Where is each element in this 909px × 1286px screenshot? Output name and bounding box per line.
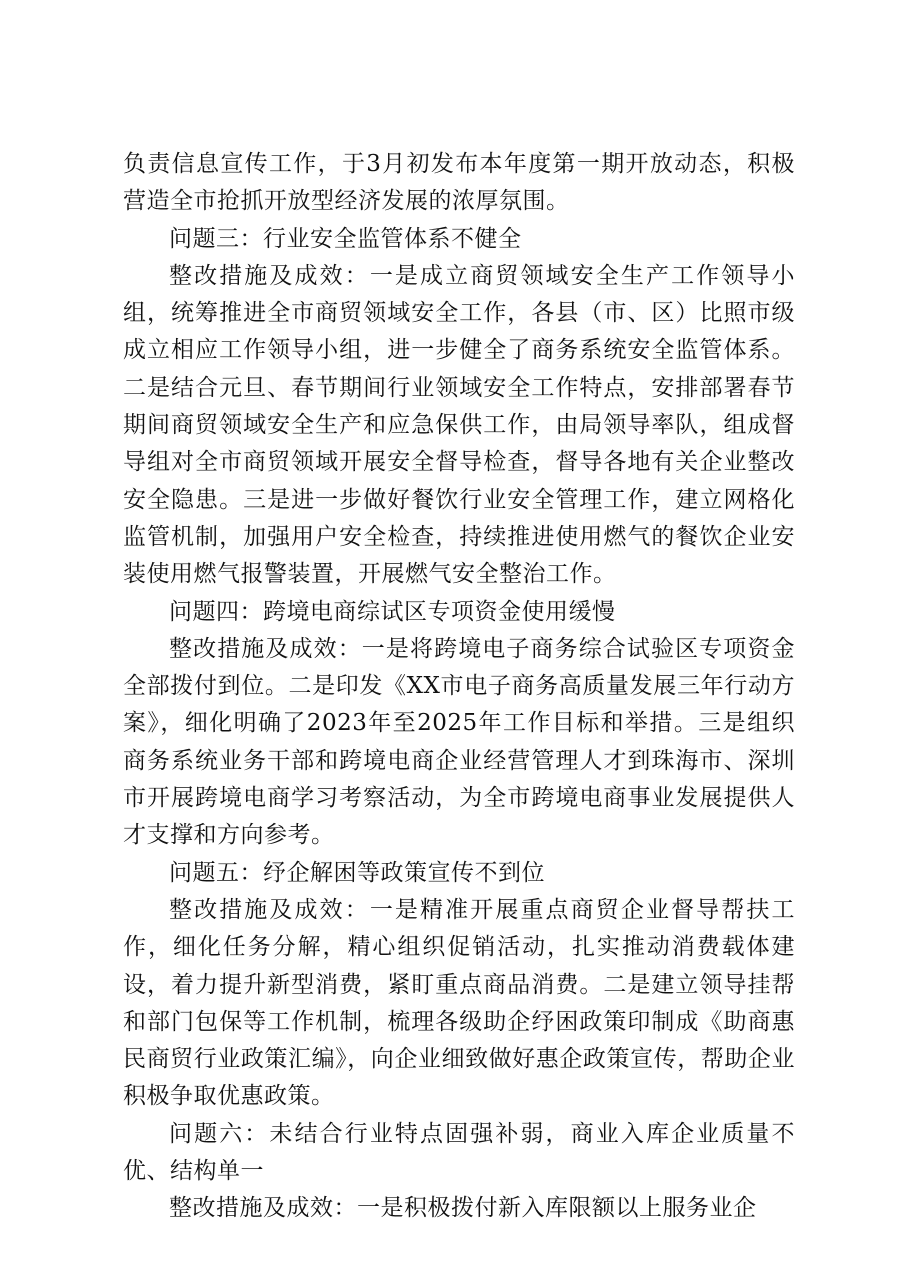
issue-heading-3: 问题三：行业安全监管体系不健全	[169, 225, 522, 252]
measures-paragraph-5: 整改措施及成效：一是精准开展重点商贸企业督导帮扶工作，细化任务分解，精心组织促销活动，扎实推动消费载体建设，着力提升新型消费，紧盯重点商品消费。二是建立领导挂帮和部门包保等工作机制，梳理各级助企纾困政策印制成《助商惠民商贸行业政策汇编》，向企业细致做好惠企政策宣传，帮助企业积极争取优惠政策。	[123, 896, 795, 1110]
measures-paragraph-6: 整改措施及成效：一是积极拨付新入库限额以上服务业企	[169, 1195, 757, 1222]
issue-heading-5: 问题五：纾企解困等政策宣传不到位	[169, 859, 545, 886]
measures-paragraph-3: 整改措施及成效：一是成立商贸领域安全生产工作领导小组，统筹推进全市商贸领域安全工作，各县（市、区）比照市级成立相应工作领导小组，进一步健全了商务系统安全监管体系。二是结合元旦、春节期间行业领域安全工作特点，安排部署春节期间商贸领域安全生产和应急保供工作，由局领导率队，组成督导组对全市商贸领域开展安全督导检查，督导各地有关企业整改安全隐患。三是进一步做好餐饮行业安全管理工作，建立网格化监管机制，加强用户安全检查，持续推进使用燃气的餐饮企业安装使用燃气报警装置，开展燃气安全整治工作。	[123, 262, 795, 588]
measures-paragraph-4: 整改措施及成效：一是将跨境电子商务综合试验区专项资金全部拨付到位。二是印发《XX市电子商务高质量发展三年行动方案》，细化明确了2023年至2025年工作目标和举措。三是组织商务系统业务干部和跨境电商企业经营管理人才到珠海市、深圳市开展跨境电商学习考察活动，为全市跨境电商事业发展提供人才支撑和方向参考。	[123, 635, 795, 849]
issue-heading-6: 问题六：未结合行业特点固强补弱，商业入库企业质量不优、结构单一	[123, 1120, 795, 1185]
document-body	[123, 146, 795, 1228]
paragraph-continuation: 负责信息宣传工作，于3月初发布本年度第一期开放动态，积极营造全市抢抓开放型经济发展的浓厚氛围。	[123, 151, 795, 215]
issue-heading-4: 问题四：跨境电商综试区专项资金使用缓慢	[169, 598, 616, 625]
